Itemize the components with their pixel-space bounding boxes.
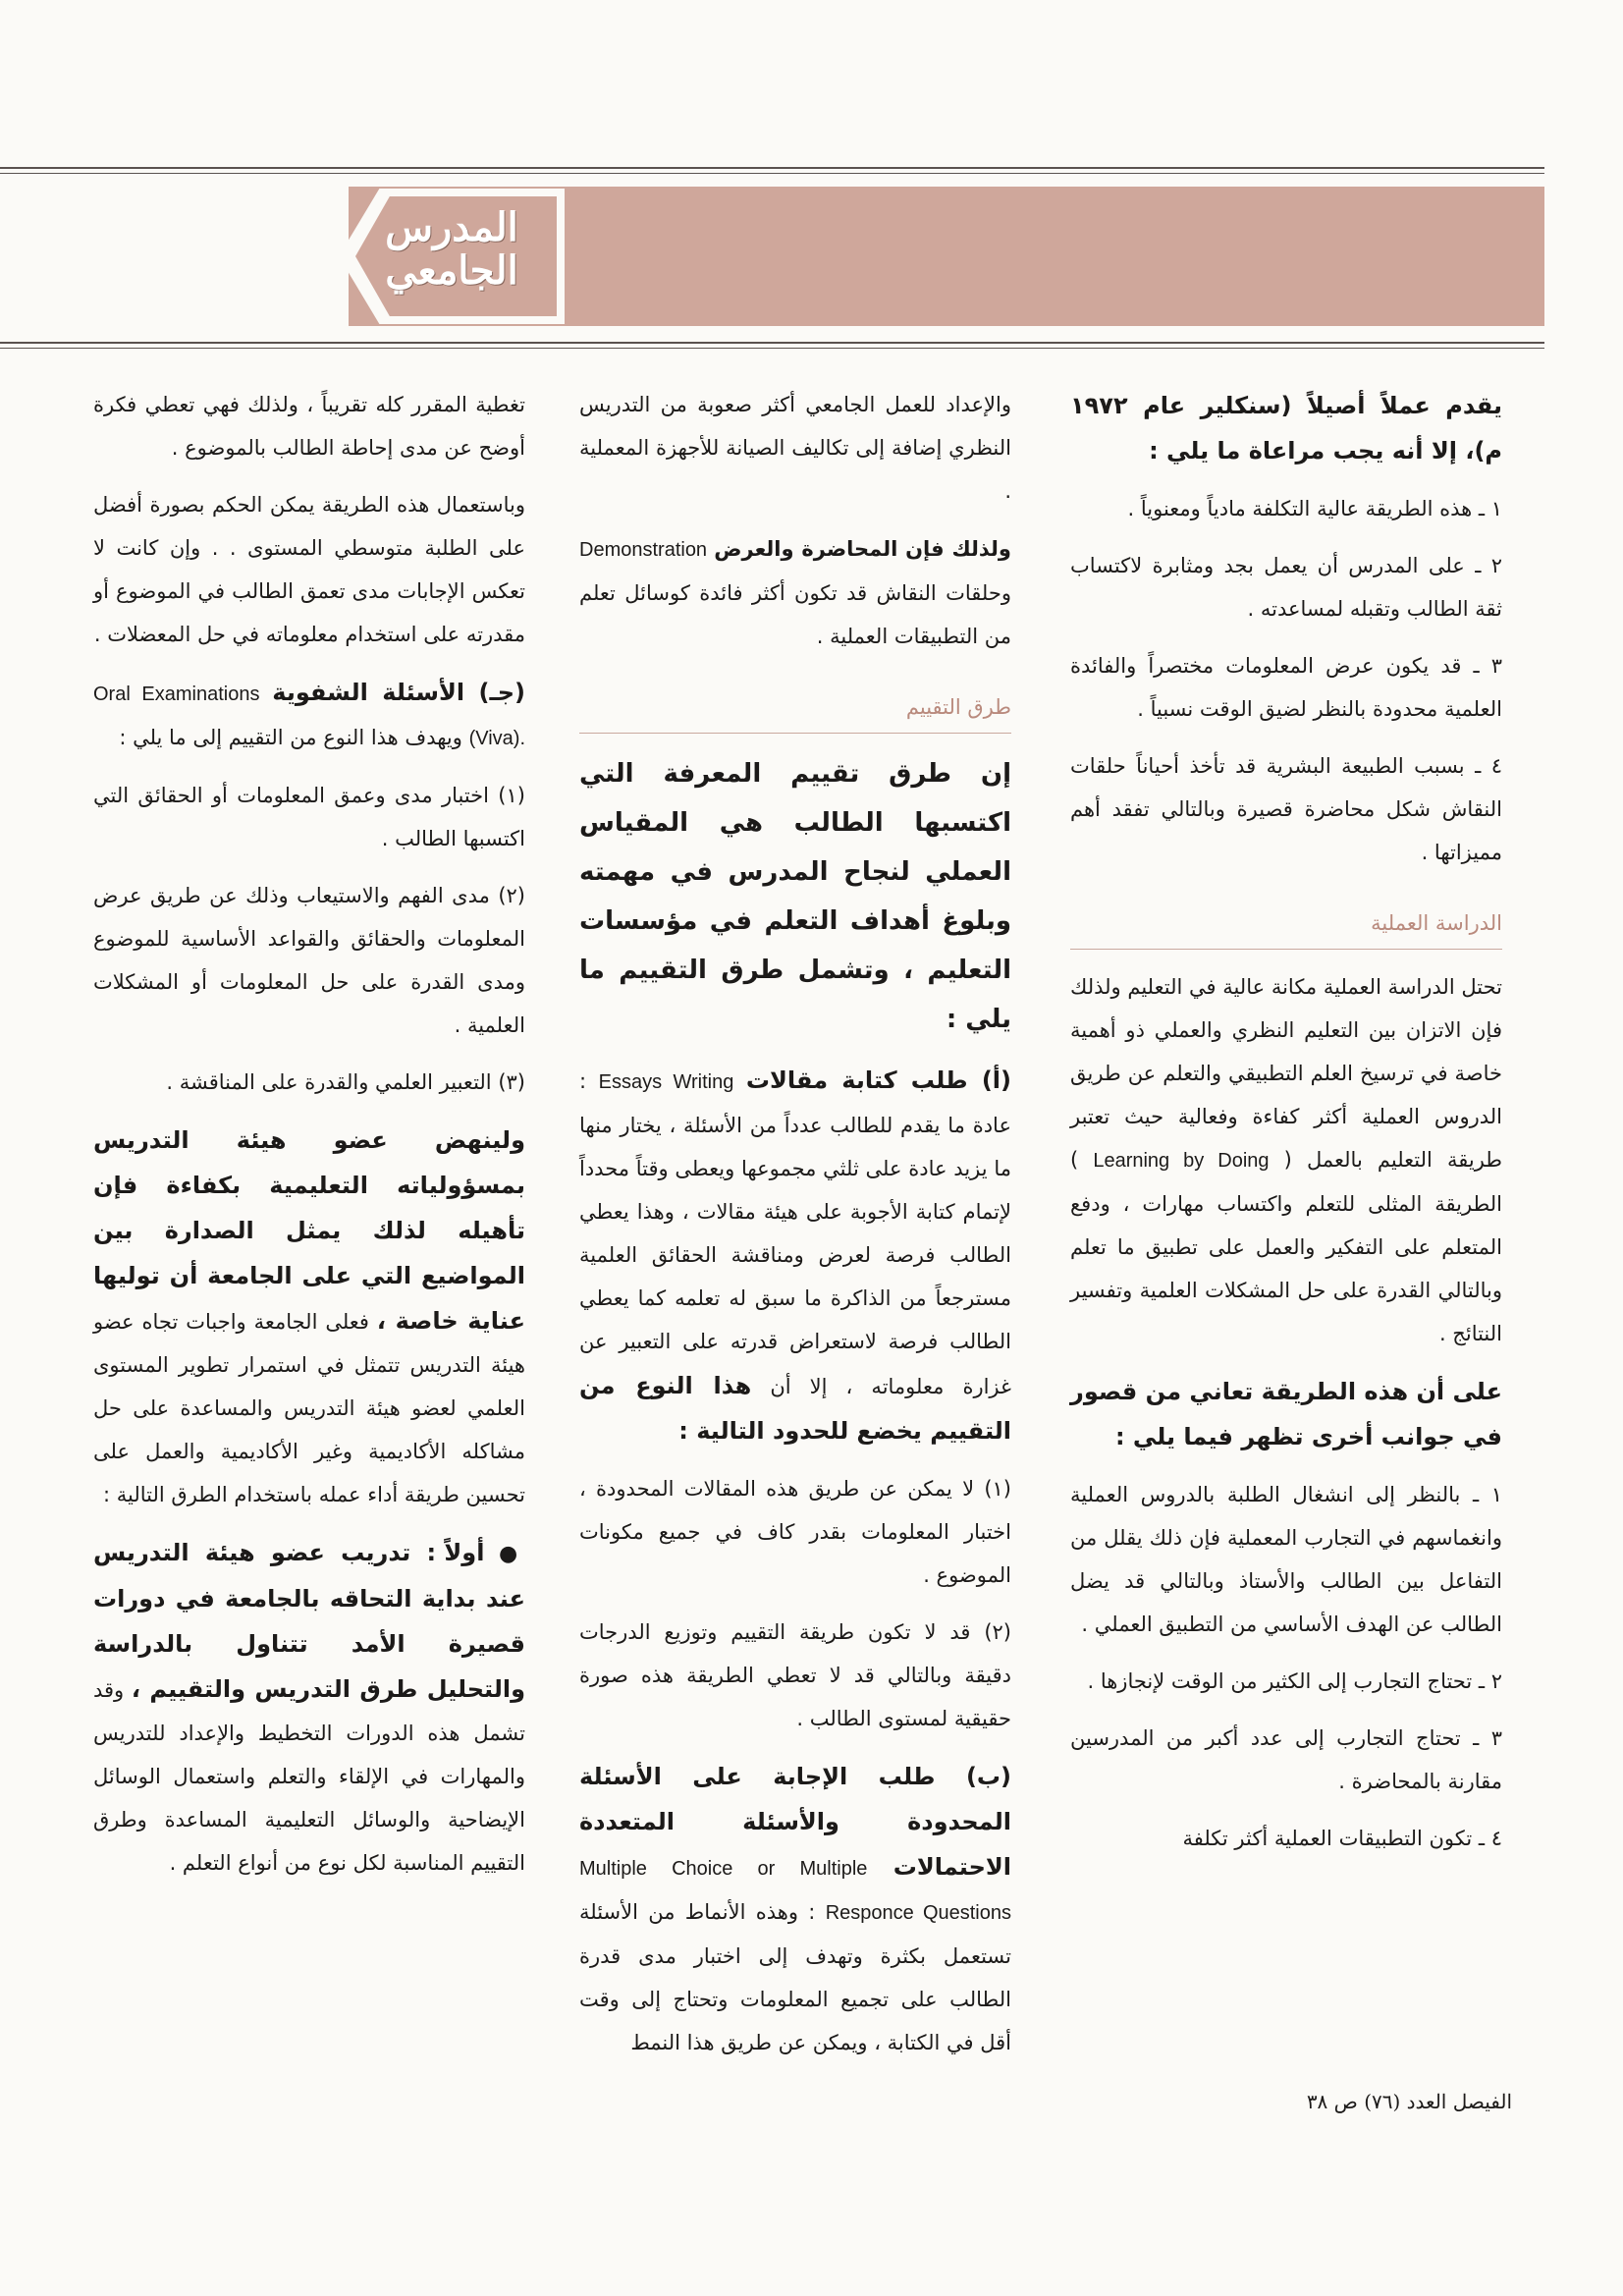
list-item: ٤ ـ بسبب الطبيعة البشرية قد تأخذ أحياناً حلقات النقاش شكل محاضرة قصيرة وبالتالي تفقد أهم مميزاتها .: [1070, 754, 1502, 864]
text-span: وحلقات النقاش قد تكون أكثر فائدة كوسائل تعلم من التطبيقات العملية .: [579, 581, 1011, 648]
text-span-bold: هذا النوع من التقييم يخضع للحدود التالية :: [579, 1372, 1011, 1445]
paragraph: [1070, 965, 1502, 1355]
list-item: ٢ ـ على المدرس أن يعمل بجد ومثابرة لاكتساب ثقة الطالب وتقبله لمساعدته .: [1070, 554, 1502, 621]
band-bottom-rule: [0, 342, 1544, 344]
masthead-line1: المدرس: [385, 204, 518, 250]
paragraph: وباستعمال هذه الطريقة يمكن الحكم بصورة أفضل على الطلبة متوسطي المستوى . . وإن كانت لا تعكس الإجابات مدى تعمق الطالب في الموضوع أو مقدرته على استخدام معلوماته في حل المعضلات .: [93, 493, 525, 646]
english-term: Oral Examinations (Viva).: [93, 683, 525, 749]
paragraph: [93, 1118, 525, 1516]
text-span-bold: أولاً : تدريب عضو هيئة التدريس عند بداية التحاقه بالجامعة في دورات قصيرة الأمد تتناول بالدراسة والتحليل طرق التدريس والتقييم ،: [93, 1539, 525, 1703]
list-item: (٢) مدى الفهم والاستيعاب وذلك عن طريق عرض المعلومات والحقائق والقواعد الأساسية للموضوع ومدى القدرة على حل المعلومات أو المشكلات العلمية .: [93, 884, 525, 1037]
paragraph: [93, 670, 525, 760]
band-bottom-rule-thin: [0, 348, 1544, 349]
item-heading: (ب) طلب الإجابة على الأسئلة المحدودة والأسئلة المتعددة الاحتمالات: [579, 1763, 1011, 1881]
text-span: ويهدف هذا النوع من التقييم إلى ما يلي :: [119, 726, 462, 749]
paragraph: [579, 1754, 1011, 2064]
paragraph: [579, 526, 1011, 658]
english-term: Essays Writing: [598, 1071, 734, 1093]
item-heading: (جـ) الأسئلة الشفوية: [272, 679, 525, 706]
english-term: Demonstration: [579, 539, 708, 561]
list-item: (١) اختبار مدى وعمق المعلومات أو الحقائق التي اكتسبها الطالب .: [93, 784, 525, 850]
paragraph: والإعداد للعمل الجامعي أكثر صعوبة من التدريس النظري إضافة إلى تكاليف الصيانة للأجهزة المعملية .: [579, 393, 1011, 503]
text-span: ) الطريقة المثلى للتعلم واكتساب مهارات ، ودفع المتعلم على التفكير والعمل على تطبيق ما تعلم وبالتالي القدرة على حل المشكلات العلمية وتفسير النتائج .: [1070, 1148, 1502, 1345]
paragraph: تغطية المقرر كله تقريباً ، ولذلك فهي تعطي فكرة أوضح عن مدى إحاطة الطالب بالموضوع .: [93, 393, 525, 460]
masthead-line2: الجامعي: [385, 247, 518, 294]
paragraph-bold: على أن هذه الطريقة تعاني من قصور في جوانب أخرى تظهر فيما يلي :: [1070, 1378, 1502, 1450]
lead-paragraph: إن طرق تقييم المعرفة التي اكتسبها الطالب هي المقياس العملي لنجاح المدرس في مهمته وبلوغ أهداف التعلم في مؤسسات التعليم ، وتشمل طرق التقييم ما يلي :: [579, 759, 1011, 1034]
left-column: [93, 383, 525, 1898]
list-item: (٢) قد لا تكون طريقة التقييم وتوزيع الدرجات دقيقة وبالتالي قد لا تعطي الطريقة هذه صورة حقيقية لمستوى الطالب .: [579, 1620, 1011, 1730]
middle-column: [579, 383, 1011, 2078]
list-item: ٢ ـ تحتاج التجارب إلى الكثير من الوقت لإنجازها .: [1087, 1669, 1502, 1693]
section-title-practical: الدراسة العملية: [1070, 894, 1502, 950]
top-rule: [0, 167, 1544, 169]
list-item: (٣) التعبير العلمي والقدرة على المناقشة .: [166, 1070, 525, 1094]
list-item: ٤ ـ تكون التطبيقات العملية أكثر تكلفة: [1182, 1827, 1502, 1850]
paragraph: [579, 1058, 1011, 1453]
list-item: ١ ـ هذه الطريقة عالية التكلفة مادياً ومعنوياً .: [1127, 497, 1502, 520]
text-span: تحتل الدراسة العملية مكانة عالية في التعليم ولذلك فإن الاتزان بين التعليم النظري والعملي ذو أهمية خاصة في ترسيخ العلم التطبيقي والتعلم عن طريق الدروس العملية أكثر كفاءة وفعالية حيث تعتبر طريقة التعليم بالعمل (: [1070, 975, 1503, 1172]
text-span: فعلى الجامعة واجبات تجاه عضو هيئة التدريس تتمثل في استمرار تطوير المستوى العلمي لعضو هيئة التدريس والمساعدة على حل مشاكله الأكاديمية وغير الأكاديمية والعمل على تحسين طريقة أداء عمله باستخدام الطرق التالية :: [93, 1310, 525, 1506]
list-item: ٣ ـ تحتاج التجارب إلى عدد أكبر من المدرسين مقارنة بالمحاضرة .: [1070, 1726, 1502, 1793]
english-term: Learning by Doing: [1093, 1150, 1270, 1172]
bullet-icon: ●: [498, 1542, 525, 1566]
text-span: : عادة ما يقدم للطالب عدداً من الأسئلة ، يختار منها ما يزيد عادة على ثلثي مجموعها ويعطى وقتاً محدداً لإتمام كتابة الأجوبة على هيئة مقالات ، وهذا يعطي الطالب فرصة لعرض ومناقشة الحقائق العلمية مسترجعاً من الذاكرة ما سبق له تعلمه كما يعطي الطالب فرصة لاستعراض قدرته على التعبير عن غزارة معلوماته ، إلا أن: [579, 1069, 1011, 1398]
item-heading: (أ) طلب كتابة مقالات: [745, 1066, 1011, 1094]
paragraph: [93, 1530, 525, 1885]
paragraph: يقدم عملاً أصيلاً (سنكلير عام ١٩٧٢ م)، إلا أنه يجب مراعاة ما يلي :: [1070, 392, 1502, 465]
list-item: ٣ ـ قد يكون عرض المعلومات مختصراً والفائدة العلمية محدودة بالنظر لضيق الوقت نسبياً .: [1070, 654, 1502, 721]
top-rule-thin: [0, 173, 1544, 174]
list-item: (١) لا يمكن عن طريق هذه المقالات المحدودة ، اختبار المعلومات بقدر كاف في جميع مكونات الموضوع .: [579, 1477, 1011, 1587]
text-span-bold: ولينهض عضو هيئة التدريس بمسؤولياته التعليمية بكفاءة فإن تأهيله لذلك يمثل الصدارة بين المواضيع التي على الجامعة أن توليها عناية خاصة ،: [93, 1126, 525, 1335]
list-item: ١ ـ بالنظر إلى انشغال الطلبة بالدروس العملية وانغماسهم في التجارب المعملية فإن ذلك يقلل من التفاعل بين الطالب والأستاذ وبالتالي قد يضل الطالب عن الهدف الأساسي من التطبيق العملي .: [1070, 1483, 1502, 1636]
masthead-logo: [373, 206, 530, 293]
text-span: ولذلك فإن المحاضرة والعرض: [714, 537, 1011, 561]
text-span: : وهذه الأنماط من الأسئلة تستعمل بكثرة وتهدف إلى اختبار مدى قدرة الطالب على تجميع المعلومات وتحتاج إلى وقت أقل في الكتابة ، ويمكن عن طريق هذا النمط: [579, 1900, 1011, 2054]
right-column: [1070, 383, 1502, 1874]
page-footer: الفيصل العدد (٧٦) ص ٣٨: [1306, 2090, 1512, 2113]
text-span: وقد تشمل هذه الدورات التخطيط والإعداد للتدريس والمهارات في الإلقاء والتعلم واستعمال الوسائل الإيضاحية والوسائل التعليمية المساعدة وطرق التقييم المناسبة لكل نوع من أنواع التعلم .: [93, 1678, 525, 1875]
section-title-evaluation: طرق التقييم: [579, 678, 1011, 734]
english-term: Multiple Choice or Multiple Responce Questions: [579, 1858, 1011, 1924]
